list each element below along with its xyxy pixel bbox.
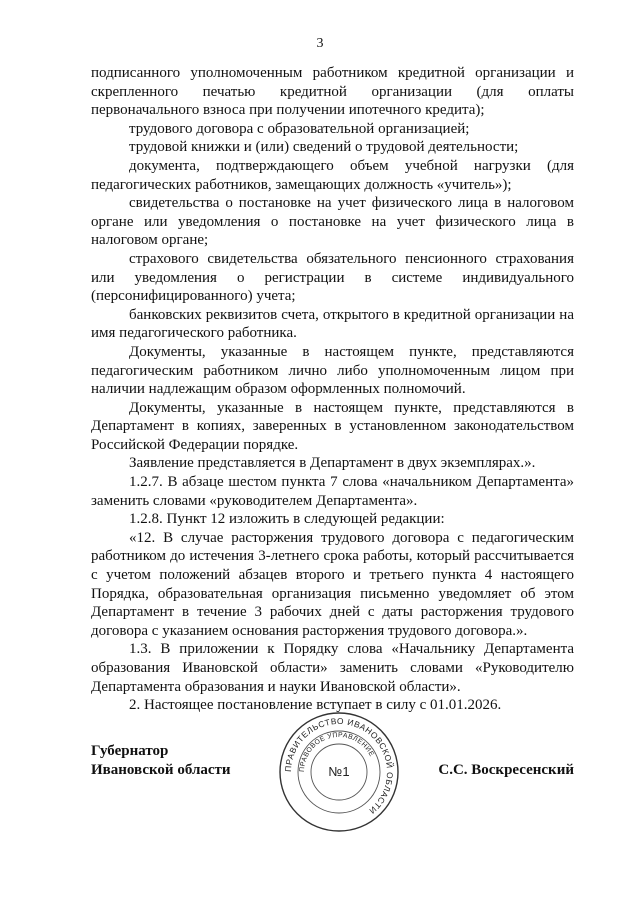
signatory-position: [91, 742, 231, 780]
paragraph: 1.2.8. Пункт 12 изложить в следующей редакции:: [129, 511, 445, 528]
paragraph: трудовой книжки и (или) сведений о трудовой деятельности;: [129, 139, 519, 156]
signatory-name: С.С. Воскресенский: [438, 762, 574, 778]
signatory-position-line: Ивановской области: [91, 762, 231, 778]
paragraph: трудового договора с образовательной организацией;: [129, 120, 470, 137]
seal-inner-text: ПРАВОВОЕ УПРАВЛЕНИЕ: [298, 731, 376, 773]
paragraph: «12. В случае расторжения трудового договора с педагогическим работником до истечения 3-летнего срока работы, который рассчитывается с учетом положений абзацев второго и третьего пункта 4 настоящего Порядка, образовательная организация письменно уведомляет об этом Департамент в течение 3 рабочих дней с даты расторжения трудового договора с указанием основания расторжения трудового договора.».: [91, 529, 574, 639]
paragraph: 1.3. В приложении к Порядку слова «Начальнику Департамента образования Ивановской области» заменить словами «Руководителю Департамента образования и науки Ивановской области».: [91, 641, 574, 695]
paragraph: Документы, указанные в настоящем пункте, представляются в Департамент в копиях, заверенных в установленном законодательством Российской Федерации порядке.: [91, 399, 574, 453]
seal-number: №1: [328, 764, 350, 779]
signatory-position-line: Губернатор: [91, 743, 169, 759]
paragraph: Заявление представляется в Департамент в двух экземплярах.».: [129, 455, 536, 472]
paragraph: 1.2.7. В абзаце шестом пункта 7 слова «начальником Департамента» заменить словами «руководителем Департамента».: [91, 474, 574, 509]
signature-block: [91, 715, 574, 862]
paragraph: свидетельства о постановке на учет физического лица в налоговом органе или уведомления о постановке на учет физического лица в налоговом органе;: [91, 195, 574, 249]
paragraph: 2. Настоящее постановление вступает в силу с 01.01.2026.: [129, 697, 502, 714]
paragraph: подписанного уполномоченным работником кредитной организации и скрепленного печатью кредитной организации (для оплаты первоначального взноса при получении ипотечного кредита);: [91, 65, 574, 119]
page-number: 3: [316, 36, 324, 51]
document-body: [91, 64, 574, 715]
paragraph: страхового свидетельства обязательного пенсионного страхования или уведомления о регистрации в системе индивидуального (персонифицированного) учета;: [91, 250, 574, 305]
seal-outer-text: ПРАВИТЕЛЬСТВО ИВАНОВСКОЙ ОБЛАСТИ: [282, 715, 396, 817]
paragraph: банковских реквизитов счета, открытого в кредитной организации на имя педагогического работника.: [91, 306, 574, 342]
official-seal-stamp: [277, 710, 401, 834]
paragraph: Документы, указанные в настоящем пункте, представляются педагогическим работником лично либо уполномоченным лицом при наличии надлежащим образом оформленных полномочий.: [91, 343, 574, 398]
paragraph: документа, подтверждающего объем учебной нагрузки (для педагогических работников, замещающих должность «учитель»);: [91, 157, 574, 193]
